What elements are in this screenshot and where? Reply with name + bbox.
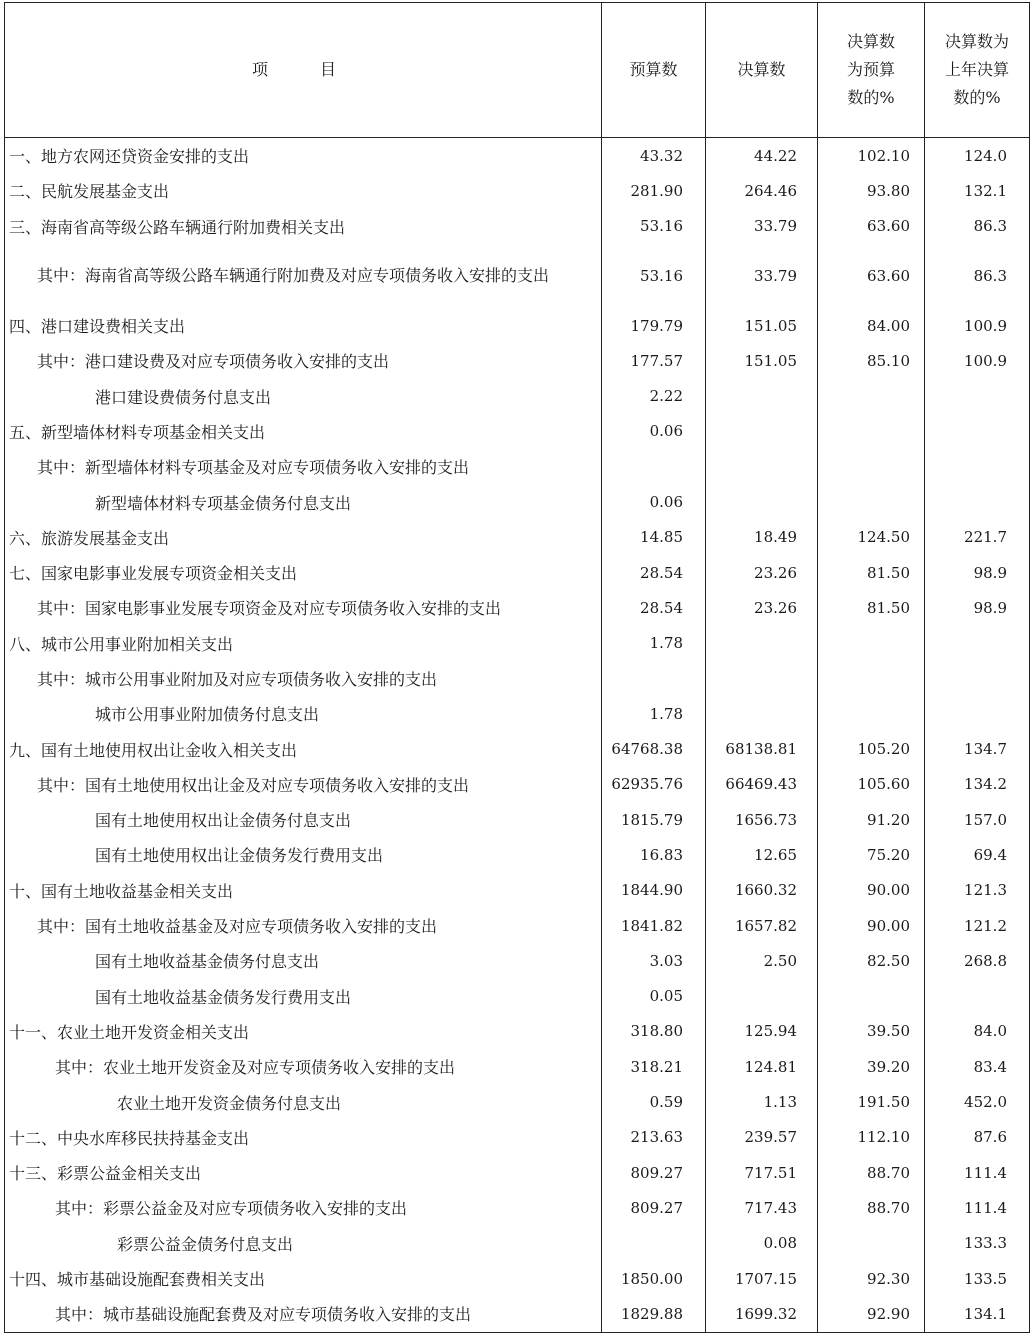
row-item: 十四、城市基础设施配套费相关支出 [5, 1261, 602, 1296]
row-ratio-last: 221.7 [925, 520, 1030, 555]
row-ratio-budget [818, 378, 925, 413]
row-budget: 64768.38 [602, 731, 706, 766]
row-budget [602, 661, 706, 696]
table-row [5, 555, 1030, 590]
header-row [5, 3, 1030, 138]
row-item: 其中：港口建设费及对应专项债务收入安排的支出 [5, 343, 602, 378]
row-ratio-budget [818, 484, 925, 519]
row-ratio-budget: 91.20 [818, 802, 925, 837]
header-final: 决算数 [706, 3, 818, 138]
row-ratio-budget [818, 414, 925, 449]
row-budget: 43.32 [602, 138, 706, 174]
row-final: 0.08 [706, 1226, 818, 1261]
row-final: 1699.32 [706, 1296, 818, 1332]
table-row [5, 661, 1030, 696]
row-final: 2.50 [706, 943, 818, 978]
row-ratio-last: 132.1 [925, 173, 1030, 208]
row-ratio-last: 98.9 [925, 590, 1030, 625]
row-final: 1656.73 [706, 802, 818, 837]
row-ratio-budget: 191.50 [818, 1084, 925, 1119]
row-item: 其中：新型墙体材料专项基金及对应专项债务收入安排的支出 [5, 449, 602, 484]
row-budget: 1.78 [602, 696, 706, 731]
table-row [5, 209, 1030, 244]
table-row [5, 943, 1030, 978]
row-ratio-budget: 88.70 [818, 1155, 925, 1190]
row-ratio-budget: 102.10 [818, 138, 925, 174]
row-item: 十三、彩票公益金相关支出 [5, 1155, 602, 1190]
row-ratio-last: 111.4 [925, 1190, 1030, 1225]
row-final: 239.57 [706, 1120, 818, 1155]
row-final: 66469.43 [706, 767, 818, 802]
row-final [706, 484, 818, 519]
table-row [5, 1084, 1030, 1119]
row-item: 二、民航发展基金支出 [5, 173, 602, 208]
row-item: 国有土地使用权出让金债务发行费用支出 [5, 837, 602, 872]
row-ratio-budget: 92.90 [818, 1296, 925, 1332]
row-ratio-budget: 124.50 [818, 520, 925, 555]
row-final: 151.05 [706, 308, 818, 343]
row-final [706, 626, 818, 661]
row-ratio-last: 134.2 [925, 767, 1030, 802]
row-ratio-last: 100.9 [925, 343, 1030, 378]
row-final [706, 696, 818, 731]
row-ratio-budget: 81.50 [818, 590, 925, 625]
row-item: 其中：城市基础设施配套费及对应专项债务收入安排的支出 [5, 1296, 602, 1332]
row-ratio-last [925, 449, 1030, 484]
row-ratio-last: 100.9 [925, 308, 1030, 343]
row-item: 国有土地使用权出让金债务付息支出 [5, 802, 602, 837]
row-item: 农业土地开发资金债务付息支出 [5, 1084, 602, 1119]
row-ratio-last: 84.0 [925, 1014, 1030, 1049]
row-ratio-budget: 84.00 [818, 308, 925, 343]
row-ratio-last: 134.7 [925, 731, 1030, 766]
row-ratio-last: 134.1 [925, 1296, 1030, 1332]
row-budget: 1.78 [602, 626, 706, 661]
table-row [5, 308, 1030, 343]
row-item: 六、旅游发展基金支出 [5, 520, 602, 555]
row-final: 23.26 [706, 590, 818, 625]
row-item: 其中：国家电影事业发展专项资金及对应专项债务收入安排的支出 [5, 590, 602, 625]
row-budget: 318.80 [602, 1014, 706, 1049]
row-item: 三、海南省高等级公路车辆通行附加费相关支出 [5, 209, 602, 244]
row-budget: 1829.88 [602, 1296, 706, 1332]
row-item: 其中：海南省高等级公路车辆通行附加费及对应专项债务收入安排的支出 [5, 244, 602, 308]
row-budget: 2.22 [602, 378, 706, 413]
row-ratio-budget: 105.60 [818, 767, 925, 802]
row-item: 九、国有土地使用权出让金收入相关支出 [5, 731, 602, 766]
row-budget [602, 449, 706, 484]
row-final: 151.05 [706, 343, 818, 378]
row-final: 717.51 [706, 1155, 818, 1190]
row-item: 其中：国有土地收益基金及对应专项债务收入安排的支出 [5, 908, 602, 943]
row-item: 一、地方农网还贷资金安排的支出 [5, 138, 602, 174]
row-ratio-budget [818, 979, 925, 1014]
row-budget: 62935.76 [602, 767, 706, 802]
row-ratio-last: 86.3 [925, 209, 1030, 244]
row-budget: 14.85 [602, 520, 706, 555]
row-ratio-budget: 88.70 [818, 1190, 925, 1225]
table-row [5, 696, 1030, 731]
row-budget [602, 1226, 706, 1261]
row-budget: 1841.82 [602, 908, 706, 943]
row-item: 国有土地收益基金债务付息支出 [5, 943, 602, 978]
row-final: 12.65 [706, 837, 818, 872]
row-final: 264.46 [706, 173, 818, 208]
row-budget: 53.16 [602, 209, 706, 244]
row-ratio-last: 87.6 [925, 1120, 1030, 1155]
row-final: 18.49 [706, 520, 818, 555]
row-budget: 0.59 [602, 1084, 706, 1119]
row-ratio-last: 268.8 [925, 943, 1030, 978]
row-final [706, 979, 818, 1014]
table-row [5, 138, 1030, 174]
row-item: 城市公用事业附加债务付息支出 [5, 696, 602, 731]
row-ratio-budget [818, 449, 925, 484]
row-ratio-budget [818, 1226, 925, 1261]
row-budget: 177.57 [602, 343, 706, 378]
table-row [5, 1155, 1030, 1190]
row-budget: 28.54 [602, 555, 706, 590]
row-ratio-budget: 75.20 [818, 837, 925, 872]
row-item: 国有土地收益基金债务发行费用支出 [5, 979, 602, 1014]
table-row [5, 767, 1030, 802]
row-budget: 1844.90 [602, 873, 706, 908]
table-row [5, 1014, 1030, 1049]
fund-expenditure-table [4, 2, 1030, 1333]
table-row [5, 520, 1030, 555]
table-row [5, 1261, 1030, 1296]
table-row [5, 378, 1030, 413]
row-final: 125.94 [706, 1014, 818, 1049]
row-item: 十、国有土地收益基金相关支出 [5, 873, 602, 908]
table-row [5, 1120, 1030, 1155]
row-ratio-last: 133.5 [925, 1261, 1030, 1296]
table-row [5, 1296, 1030, 1332]
table-row [5, 1049, 1030, 1084]
table-row [5, 173, 1030, 208]
row-final: 124.81 [706, 1049, 818, 1084]
row-final: 23.26 [706, 555, 818, 590]
row-item: 港口建设费债务付息支出 [5, 378, 602, 413]
row-ratio-budget: 93.80 [818, 173, 925, 208]
row-budget: 281.90 [602, 173, 706, 208]
row-ratio-last [925, 661, 1030, 696]
row-ratio-last [925, 414, 1030, 449]
row-ratio-last [925, 378, 1030, 413]
row-ratio-budget: 39.20 [818, 1049, 925, 1084]
row-final [706, 378, 818, 413]
row-item: 十一、农业土地开发资金相关支出 [5, 1014, 602, 1049]
row-budget: 1815.79 [602, 802, 706, 837]
table-row [5, 1226, 1030, 1261]
header-budget: 预算数 [602, 3, 706, 138]
table-row [5, 873, 1030, 908]
table-row [5, 908, 1030, 943]
row-item: 十二、中央水库移民扶持基金支出 [5, 1120, 602, 1155]
row-item: 其中：彩票公益金及对应专项债务收入安排的支出 [5, 1190, 602, 1225]
row-budget: 3.03 [602, 943, 706, 978]
row-item: 新型墙体材料专项基金债务付息支出 [5, 484, 602, 519]
row-final [706, 661, 818, 696]
table-row [5, 979, 1030, 1014]
row-budget: 1850.00 [602, 1261, 706, 1296]
header-item: 项 目 [5, 3, 602, 138]
row-final: 33.79 [706, 244, 818, 308]
row-final: 68138.81 [706, 731, 818, 766]
row-budget: 0.06 [602, 414, 706, 449]
row-budget: 213.63 [602, 1120, 706, 1155]
row-ratio-budget: 81.50 [818, 555, 925, 590]
header-ratio-budget: 决算数 为预算 数的% [818, 3, 925, 138]
row-ratio-budget: 63.60 [818, 209, 925, 244]
row-ratio-last [925, 696, 1030, 731]
row-budget: 16.83 [602, 837, 706, 872]
row-budget: 0.06 [602, 484, 706, 519]
row-ratio-budget: 112.10 [818, 1120, 925, 1155]
row-ratio-budget: 90.00 [818, 908, 925, 943]
row-ratio-last: 157.0 [925, 802, 1030, 837]
row-item: 彩票公益金债务付息支出 [5, 1226, 602, 1261]
table-row [5, 837, 1030, 872]
row-final: 44.22 [706, 138, 818, 174]
row-final: 1.13 [706, 1084, 818, 1119]
row-final: 33.79 [706, 209, 818, 244]
row-budget: 179.79 [602, 308, 706, 343]
row-budget: 318.21 [602, 1049, 706, 1084]
row-budget: 0.05 [602, 979, 706, 1014]
header-ratio-last: 决算数为 上年决算 数的% [925, 3, 1030, 138]
table-row [5, 802, 1030, 837]
row-final: 717.43 [706, 1190, 818, 1225]
row-item: 其中：国有土地使用权出让金及对应专项债务收入安排的支出 [5, 767, 602, 802]
table-row [5, 449, 1030, 484]
row-ratio-last [925, 626, 1030, 661]
table-row [5, 731, 1030, 766]
row-final: 1657.82 [706, 908, 818, 943]
row-ratio-last: 98.9 [925, 555, 1030, 590]
table-row [5, 414, 1030, 449]
row-ratio-last: 111.4 [925, 1155, 1030, 1190]
row-ratio-budget: 82.50 [818, 943, 925, 978]
row-ratio-last: 452.0 [925, 1084, 1030, 1119]
table-row [5, 590, 1030, 625]
row-ratio-last: 124.0 [925, 138, 1030, 174]
row-ratio-budget: 63.60 [818, 244, 925, 308]
row-item: 其中：农业土地开发资金及对应专项债务收入安排的支出 [5, 1049, 602, 1084]
row-item: 四、港口建设费相关支出 [5, 308, 602, 343]
row-ratio-last [925, 979, 1030, 1014]
row-ratio-budget: 85.10 [818, 343, 925, 378]
row-item: 其中：城市公用事业附加及对应专项债务收入安排的支出 [5, 661, 602, 696]
table-row [5, 626, 1030, 661]
row-final: 1660.32 [706, 873, 818, 908]
row-ratio-budget [818, 661, 925, 696]
row-ratio-budget: 92.30 [818, 1261, 925, 1296]
row-budget: 809.27 [602, 1190, 706, 1225]
row-ratio-last: 121.2 [925, 908, 1030, 943]
row-item: 七、国家电影事业发展专项资金相关支出 [5, 555, 602, 590]
row-budget: 53.16 [602, 244, 706, 308]
row-final [706, 414, 818, 449]
row-ratio-last: 86.3 [925, 244, 1030, 308]
table-row [5, 484, 1030, 519]
table-row [5, 343, 1030, 378]
row-final [706, 449, 818, 484]
table-row [5, 1190, 1030, 1225]
row-ratio-budget: 39.50 [818, 1014, 925, 1049]
row-ratio-budget [818, 696, 925, 731]
row-ratio-budget [818, 626, 925, 661]
row-final: 1707.15 [706, 1261, 818, 1296]
row-budget: 809.27 [602, 1155, 706, 1190]
row-ratio-budget: 90.00 [818, 873, 925, 908]
row-item: 五、新型墙体材料专项基金相关支出 [5, 414, 602, 449]
row-budget: 28.54 [602, 590, 706, 625]
row-ratio-last: 133.3 [925, 1226, 1030, 1261]
row-ratio-last: 83.4 [925, 1049, 1030, 1084]
table-row [5, 244, 1030, 308]
row-ratio-last [925, 484, 1030, 519]
row-ratio-budget: 105.20 [818, 731, 925, 766]
row-ratio-last: 69.4 [925, 837, 1030, 872]
row-item: 八、城市公用事业附加相关支出 [5, 626, 602, 661]
row-ratio-last: 121.3 [925, 873, 1030, 908]
